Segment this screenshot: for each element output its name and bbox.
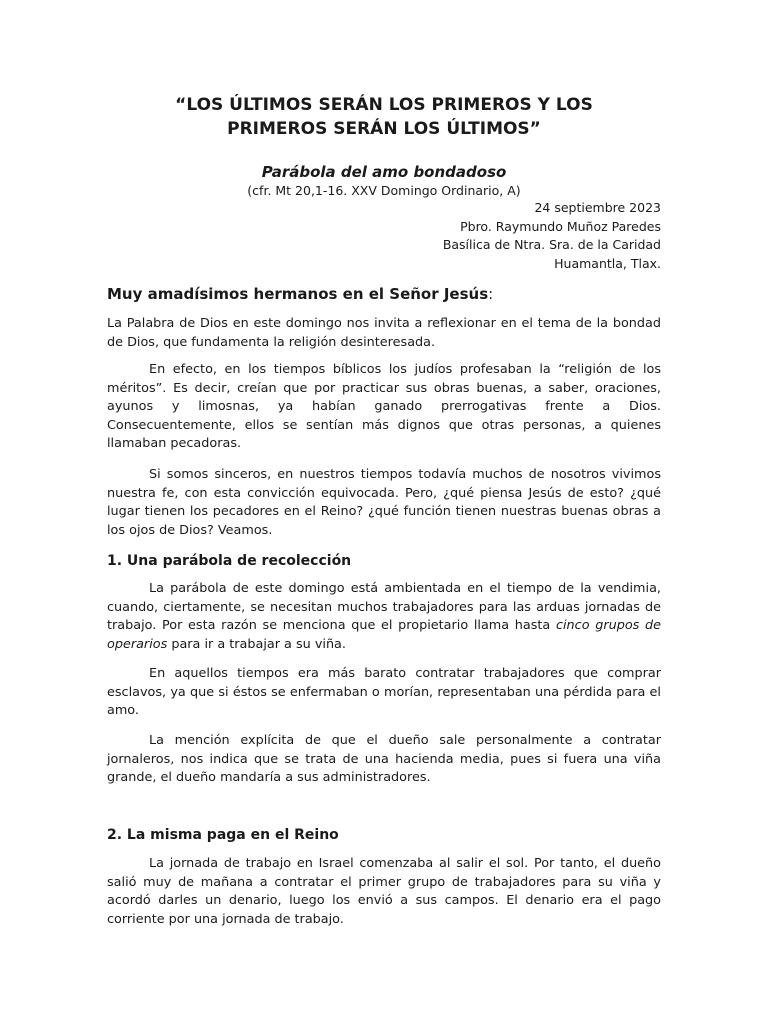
document-title [107, 93, 661, 141]
section-2-heading: 2. La misma paga en el Reino [107, 827, 339, 843]
paragraph-2: En efecto, en los tiempos bíblicos los judíos profesaban la “religión de los méritos”. Es decir, creían que por practicar sus obras buenas, a saber, oraciones, ayunos y limosnas, ya habían ganado prerrogativas frente a Dios. Consecuentemente, ellos se sentían más dignos que otras personas, a quienes llamaban pecadoras. [107, 362, 661, 452]
meta-author: Pbro. Raymundo Muñoz Paredes [460, 218, 661, 234]
meta-place: Huamantla, Tlax. [554, 255, 661, 271]
meta-date: 24 septiembre 2023 [534, 200, 661, 215]
section-1-p1-before: La parábola de este domingo está ambientada en el tiempo de la vendimia, cuando, ciertamente, se necesitan muchos trabajadores para las arduas jornadas de trabajo. Por esta razón se menciona que el propietario llama hasta [107, 581, 661, 634]
section-1-p1-after: para ir a trabajar a su viña. [167, 636, 346, 652]
document-subtitle: Parábola del amo bondadoso [261, 163, 507, 181]
intro-paragraph: La Palabra de Dios en este domingo nos invita a reflexionar en el tema de la bondad de Dios, que fundamenta la religión desinteresada. [107, 316, 661, 350]
scripture-reference: (cfr. Mt 20,1-16. XXV Domingo Ordinario, A) [247, 183, 521, 198]
section-2-paragraph-1: La jornada de trabajo en Israel comenzaba al salir el sol. Por tanto, el dueño salió muy de mañana a contratar el primer grupo de trabajadores para su viña y acordó darles un denario, luego los envió a sus campos. El denario era el pago corriente por una jornada de trabajo. [107, 856, 661, 927]
section-1-p1-italic: cinco grupos de operarios [107, 618, 661, 652]
section-1-paragraph-1 [107, 580, 661, 654]
greeting [107, 285, 661, 304]
paragraph-3: Si somos sinceros, en nuestros tiempos todavía muchos de nosotros vivimos nuestra fe, con esta convicción equivocada. Pero, ¿qué piensa Jesús de esto? ¿qué lugar tienen los pecadores en el Reino? ¿qué función tienen nuestras buenas obras a los ojos de Dios? Veamos. [107, 467, 661, 538]
section-1-heading: 1. Una parábola de recolección [107, 553, 352, 569]
document-meta [107, 199, 661, 273]
title-line-1: “LOS ÚLTIMOS SERÁN LOS PRIMEROS Y LOS [175, 95, 593, 115]
section-1-paragraph-2: En aquellos tiempos era más barato contratar trabajadores que comprar esclavos, ya que si éstos se enfermaban o morían, representaban una pérdida para el amo. [107, 666, 661, 719]
title-line-2: PRIMEROS SERÁN LOS ÚLTIMOS” [227, 119, 541, 139]
section-1-paragraph-3: La mención explícita de que el dueño sale personalmente a contratar jornaleros, nos indica que se trata de una hacienda media, pues si fuera una viña grande, el dueño mandaría a sus administradores. [107, 733, 661, 786]
greeting-punct: : [488, 285, 494, 303]
greeting-text: Muy amadísimos hermanos en el Señor Jesús [107, 285, 489, 303]
meta-church: Basílica de Ntra. Sra. de la Caridad [442, 237, 661, 252]
